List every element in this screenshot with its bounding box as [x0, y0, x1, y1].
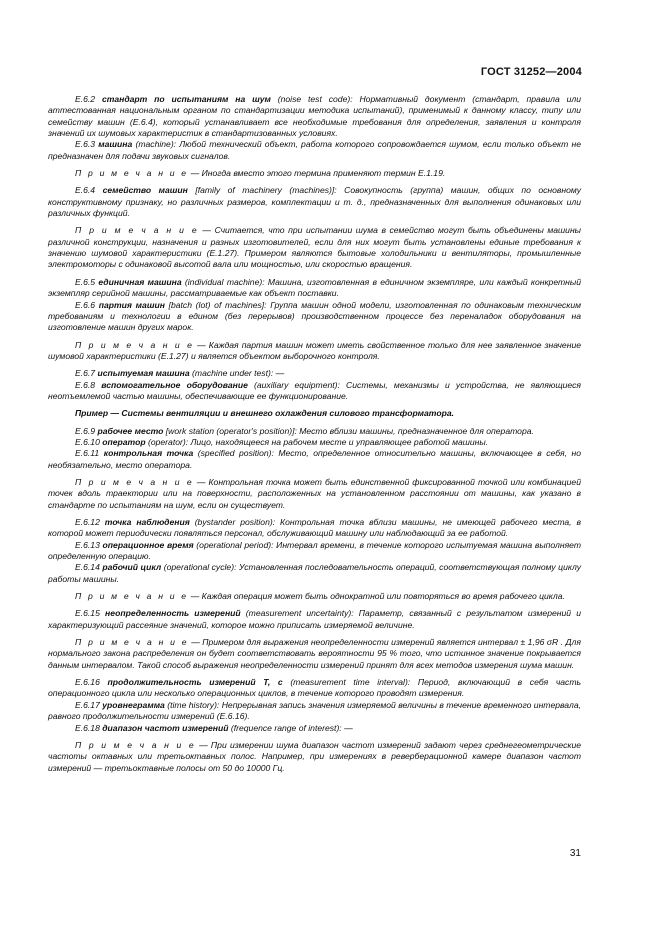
entry-term: операционное время	[102, 539, 194, 550]
entry-term: испытуемая машина	[97, 368, 190, 379]
entry-term: рабочее место	[97, 425, 164, 436]
entry-number: Е.6.12	[75, 517, 100, 527]
entry-definition: [family of machinery (machines)]: Совокупность (группа) машин, общих по основному конструктивному признаку, но различных размеров, комплектации и т. д., предназначенных для выполнения одинаковых или различных функций.	[48, 185, 582, 219]
entry-term: уровнеграмма	[102, 699, 165, 710]
entry-term: неопределенность измерений	[105, 608, 241, 619]
entry-definition: (machine under test): —	[189, 368, 285, 379]
entry-number: Е.6.13	[75, 539, 100, 550]
entry-term: вспомогательное оборудование	[101, 379, 248, 390]
entry-definition: (operator): Лицо, находящееся на рабочем месте и управляющее работой машины.	[145, 436, 489, 447]
entry-definition: (bystander position): Контрольная точка вблизи машины, не имеющей рабочего места, в которой может периодически появляться персонал, обслуживающий машину или наблюдающий за ее работой.	[48, 517, 581, 539]
note-entry	[48, 225, 581, 270]
term-entry	[48, 277, 581, 300]
entry-number: Е.6.2	[75, 94, 96, 104]
term-entry	[48, 426, 581, 437]
term-entry	[48, 677, 581, 700]
entry-number: Е.6.17	[75, 699, 100, 710]
entry-number: Е.6.6	[75, 299, 96, 310]
note-text: — При измерении шума диапазон частот измерений задают через среднегеометрические частоты октавных или третьоктавных полос. Например, при измерениях в реверберационной камере диапазон частот измерений — третьоктавные полосы от 50 до 10000 Гц.	[48, 739, 582, 773]
entry-number: Е.6.5	[75, 276, 96, 287]
note-entry	[48, 340, 581, 363]
entry-definition: (individual machine): Машина, изготовленная в единичном экземпляре, или каждый конкретный экземпляр серийной машины, рассматриваемые как объект поставки.	[48, 276, 581, 299]
note-entry	[48, 477, 581, 511]
entry-definition: (frequence range of interest): —	[228, 722, 353, 733]
entry-definition: (machine): Любой технический объект, работа которого сопровождается шумом, если только объект не предназначен для подачи звуковых сигналов.	[48, 139, 582, 161]
entry-term: точка наблюдения	[104, 517, 190, 527]
entry-number: Е.6.3	[75, 139, 96, 150]
entry-definition: [batch (lot) of machines]: Группа машин одной модели, изготовленная по одинаковым техническим требованиям и технологии в едином (без перерывов) производственном процессе без переналадок оборудования на изготовление машин других марок.	[48, 299, 581, 333]
note-text: — Контрольная точка может быть единственной фиксированной точкой или комбинацией точек вдоль траектории или на поверхности, расположенных на установленном расстоянии от машины, как указано в стандарте по испытаниям на шум, если он существует.	[48, 476, 581, 510]
entry-term: единичная машина	[98, 276, 182, 287]
note-text: — Иногда вместо этого термина применяют термин Е.1.19.	[188, 168, 446, 179]
entry-definition: (measurement time interval): Период, включающий в себя часть операционного цикла или несколько операционных циклов, в течение которого проводят измерения.	[48, 677, 582, 699]
note-entry	[48, 168, 581, 179]
entry-number: Е.6.8	[75, 379, 96, 390]
page-number: 31	[569, 848, 581, 859]
note-label: П р и м е ч а н и е	[75, 591, 189, 602]
entry-definition: (noise test code): Нормативный документ (стандарт, правила или аттестованная национальным органом по стандартизации методика испытаний), применимый к данному классу, типу или семейству машин (Е.6.4), который устанавливает все необходимые требования для определения, заявления и контроля значений их шумовых характеристик в стандартизованных условиях.	[48, 94, 581, 139]
note-entry	[48, 740, 581, 774]
entry-term: диапазон частот измерений	[102, 722, 229, 733]
note-label: П р и м е ч а н и е	[75, 739, 196, 750]
note-label: П р и м е ч а н и е	[75, 225, 199, 236]
term-entry	[48, 562, 581, 585]
entry-number: Е.6.15	[75, 608, 100, 619]
entry-term: машина	[98, 139, 133, 150]
note-entry	[48, 637, 581, 671]
term-entry	[48, 185, 581, 219]
entry-number: Е.6.10	[75, 436, 100, 447]
entry-definition: (operational period): Интервал времени, в течение которого испытуемая машина выполняет определенную операцию.	[48, 539, 581, 562]
term-entry	[48, 139, 581, 162]
entry-term: рабочий цикл	[102, 562, 162, 573]
entry-number: Е.6.11	[75, 448, 100, 459]
entry-term: партия машин	[98, 299, 165, 310]
entry-term: оператор	[102, 436, 146, 447]
entry-term: контрольная точка	[103, 448, 194, 459]
entry-number: Е.6.9	[75, 425, 96, 436]
entry-definition: (measurement uncertainty): Параметр, связанный с результатом измерений и характеризующий рассеяние значений, которое можно приписать измеряемой величине.	[48, 608, 581, 630]
entry-number: Е.6.7	[75, 368, 96, 379]
entry-definition: [work station (operator's position)]: Место вблизи машины, предназначенное для оператора.	[163, 425, 534, 436]
entry-term: семейство машин	[102, 185, 188, 196]
note-entry	[48, 591, 581, 602]
term-entry	[48, 448, 581, 471]
note-label: П р и м е ч а н и е	[75, 476, 194, 487]
note-label: П р и м е ч а н и е	[75, 637, 189, 648]
term-entry	[48, 368, 581, 379]
note-label: П р и м е ч а н и е	[75, 168, 189, 179]
term-entry	[48, 723, 581, 734]
note-text: — Считается, что при испытании шума в семейство могут быть объединены машины различной конструкции, назначения и разных изготовителей, если для них могут быть установлены единые требования к значению шумовой характеристики (Е.1.27). Примером являются бытовые холодильники и вентиляторы, промышленные электромоторы с одинаковой высотой вала или мощностью, или скоростью вращения.	[48, 225, 581, 270]
entry-definition: (specified position): Место, определенное относительно машины, включающее в себя, но необязательно, место оператора.	[48, 448, 581, 470]
term-entry	[48, 437, 581, 448]
entry-definition: (time history): Непрерывная запись значения измеряемой величины в течение временного интервала, равного продолжительности измерений (Е.6.16).	[48, 699, 582, 722]
entry-number: Е.6.16	[75, 677, 100, 688]
note-text: — Каждая партия машин может иметь свойственное только для нее заявленное значение шумовой характеристики (Е.1.27) и является объектом выборочного контроля.	[48, 339, 582, 361]
term-entry	[48, 380, 581, 403]
term-entry	[48, 608, 581, 631]
note-text: — Примером для выражения неопределенности измерений является интервал ± 1,96 σR . Для нормального закона распределения он будет соответствовать вероятности 95 % того, что истинное значение покрывается данным интервалом. Такой способ выражения неопределенности измерений принят для всех методов измерения шума машин.	[48, 637, 581, 670]
entry-term: продолжительность измерений T, с	[107, 677, 283, 688]
example-text: Пример — Системы вентиляции и внешнего охлаждения силового трансформатора.	[75, 408, 455, 419]
entry-definition: (operational cycle): Установленная последовательность операций, соответствующая полному циклу работы машины.	[48, 562, 581, 584]
entry-term: стандарт по испытаниям на шум	[101, 94, 271, 104]
entry-definition: (auxiliary equipment): Системы, механизмы и устройства, не являющиеся неотъемлемой частью машины, обеспечивающие ее функционирование.	[48, 379, 581, 401]
example-entry	[48, 408, 581, 419]
entry-number: Е.6.14	[75, 562, 100, 573]
term-entry	[48, 94, 581, 139]
document-header: ГОСТ 31252—2004	[480, 66, 582, 78]
note-label: П р и м е ч а н и е	[75, 339, 195, 350]
entry-number: Е.6.4	[75, 185, 96, 196]
note-text: — Каждая операция может быть однократной или повторяться во время рабочего цикла.	[188, 591, 565, 602]
document-body	[48, 94, 581, 774]
term-entry	[48, 517, 581, 540]
term-entry	[48, 540, 581, 563]
term-entry	[48, 700, 581, 723]
entry-number: Е.6.18	[75, 722, 100, 733]
term-entry	[48, 300, 581, 334]
